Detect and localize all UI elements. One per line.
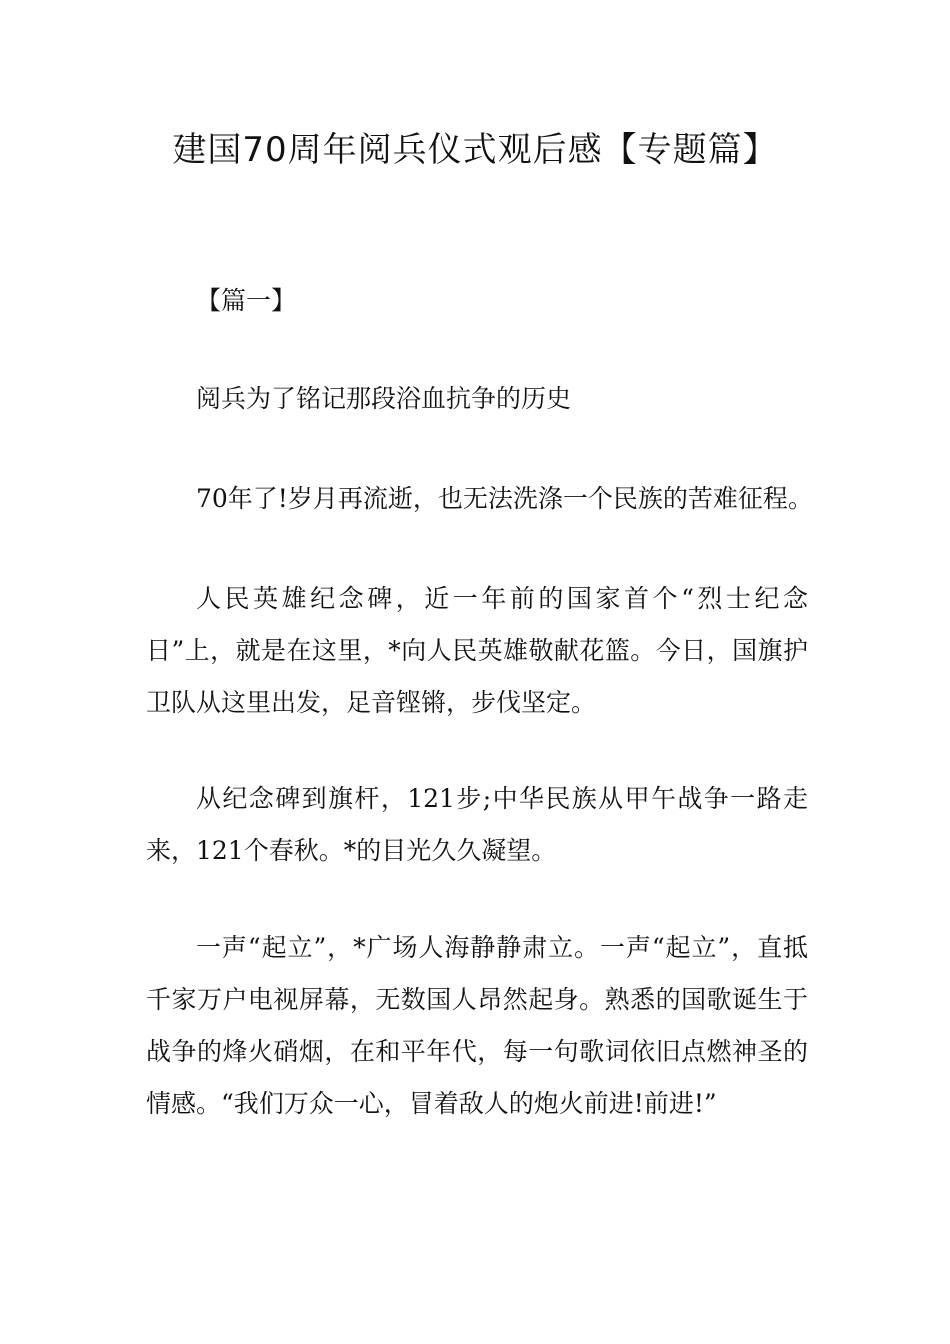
paragraph-1: 阅兵为了铭记那段浴血抗争的历史 xyxy=(196,384,572,413)
paragraph-2: 70年了!岁月再流逝，也无法洗涤一个民族的苦难征程。 xyxy=(196,484,813,513)
paragraph-4: 从纪念碑到旗杆，121步;中华民族从甲午战争一路走来，121个春秋。*的目光久久凝望。 xyxy=(146,784,808,865)
document-title: 建国70周年阅兵仪式观后感【专题篇】 xyxy=(172,130,778,170)
section-label: 【篇一】 xyxy=(196,286,297,315)
paragraph-5: 一声“起立”，*广场人海静静肃立。一声“起立”，直抵千家万户电视屏幕，无数国人昂然起身。熟悉的国歌诞生于战争的烽火硝烟，在和平年代，每一句歌词依旧点燃神圣的情感。“我们万众一心，冒着敌人的炮火前进!前进!” xyxy=(146,933,808,1118)
paragraph-3: 人民英雄纪念碑，近一年前的国家首个“烈士纪念日”上，就是在这里，*向人民英雄敬献花篮。今日，国旗护卫队从这里出发，足音铿锵，步伐坚定。 xyxy=(146,584,808,717)
